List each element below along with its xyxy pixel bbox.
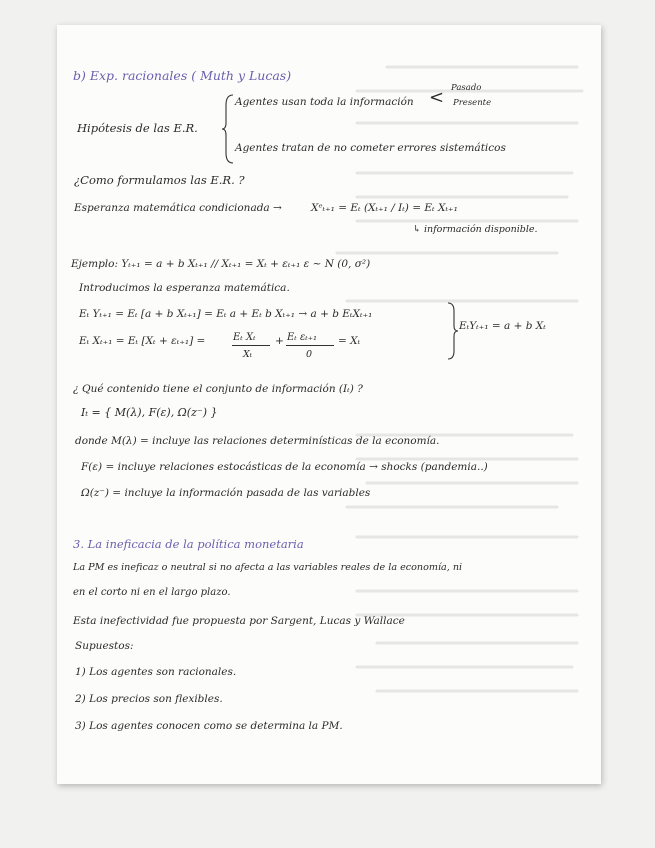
info-set-question: ¿ Qué contenido tiene el conjunto de información (Iₜ) ? — [73, 383, 363, 395]
eq2-plus: + — [275, 335, 284, 347]
assumption-2: 2) Los precios son flexibles. — [75, 693, 223, 705]
hyp1-present: Presente — [453, 98, 492, 108]
expectation-formula: Xᵉₜ₊₁ = Eₜ (Xₜ₊₁ / Iₜ) = Eₜ Xₜ₊₁ — [311, 202, 458, 214]
section-3-heading: 3. La ineficacia de la política monetaria — [73, 537, 304, 551]
example-intro: Introducimos la esperanza matemática. — [79, 282, 290, 294]
info-set-omega-def: Ω(z⁻) = incluye la información pasada de las variables — [81, 487, 371, 499]
expectation-label: Esperanza matemática condicionada → — [74, 202, 282, 214]
example-conclusion: EₜYₜ₊₁ = a + b Xₜ — [459, 320, 546, 332]
eq2-frac2-den: 0 — [306, 349, 313, 360]
assumption-3: 3) Los agentes conocen como se determina la PM. — [75, 720, 343, 732]
eq2-result: = Xₜ — [338, 335, 361, 347]
section-3-p1-line2: en el corto ni en el largo plazo. — [73, 587, 231, 598]
eq2-frac1-num: Eₜ Xₜ — [233, 332, 256, 343]
hypotheses-label: Hipótesis de las E.R. — [77, 121, 198, 135]
section-3-p2: Esta inefectividad fue propuesta por Sargent, Lucas y Wallace — [73, 615, 405, 627]
eq2-frac2-bar — [286, 345, 334, 346]
example-line: Ejemplo: Yₜ₊₁ = a + b Xₜ₊₁ // Xₜ₊₁ = Xₜ + εₜ₊₁ ε ~ N (0, σ²) — [71, 258, 371, 270]
eq2-frac2-num: Eₜ εₜ₊₁ — [287, 332, 318, 343]
eq2-frac1-den: Xₜ — [243, 349, 253, 360]
assumption-1: 1) Los agentes son racionales. — [75, 666, 237, 678]
hypotheses-brace — [221, 93, 235, 165]
conclusion-brace — [447, 301, 459, 361]
example-eq1: Eₜ Yₜ₊₁ = Eₜ [a + b Xₜ₊₁] = Eₜ a + Eₜ b Xₜ₊₁ → a + b EₜXₜ₊₁ — [79, 308, 373, 320]
info-set-f-def: F(ε) = incluye relaciones estocásticas de la economía → shocks (pandemia..) — [81, 461, 488, 473]
eq2-frac1-bar — [232, 345, 270, 346]
notebook-page — [57, 25, 601, 784]
section-b-heading: b) Exp. racionales ( Muth y Lucas) — [73, 68, 292, 83]
question-formulate: ¿Como formulamos las E.R. ? — [74, 173, 245, 187]
info-set-m-def: donde M(λ) = incluye las relaciones determinísticas de la economía. — [75, 435, 440, 447]
hypothesis-2: Agentes tratan de no cometer errores sistemáticos — [235, 142, 506, 154]
assumptions-label: Supuestos: — [75, 640, 134, 652]
info-set-definition: Iₜ = { M(λ), F(ε), Ω(z⁻) } — [81, 406, 218, 419]
hyp1-arrow: < — [429, 87, 445, 108]
section-3-p1-line1: La PM es ineficaz o neutral si no afecta a las variables reales de la economía, ni — [73, 562, 463, 573]
info-available-note: ↳ información disponible. — [413, 224, 538, 235]
hyp1-past: Pasado — [451, 83, 482, 93]
example-eq2-left: Eₜ Xₜ₊₁ = Eₜ [Xₜ + εₜ₊₁] = — [79, 335, 206, 347]
hypothesis-1: Agentes usan toda la información — [235, 96, 414, 108]
